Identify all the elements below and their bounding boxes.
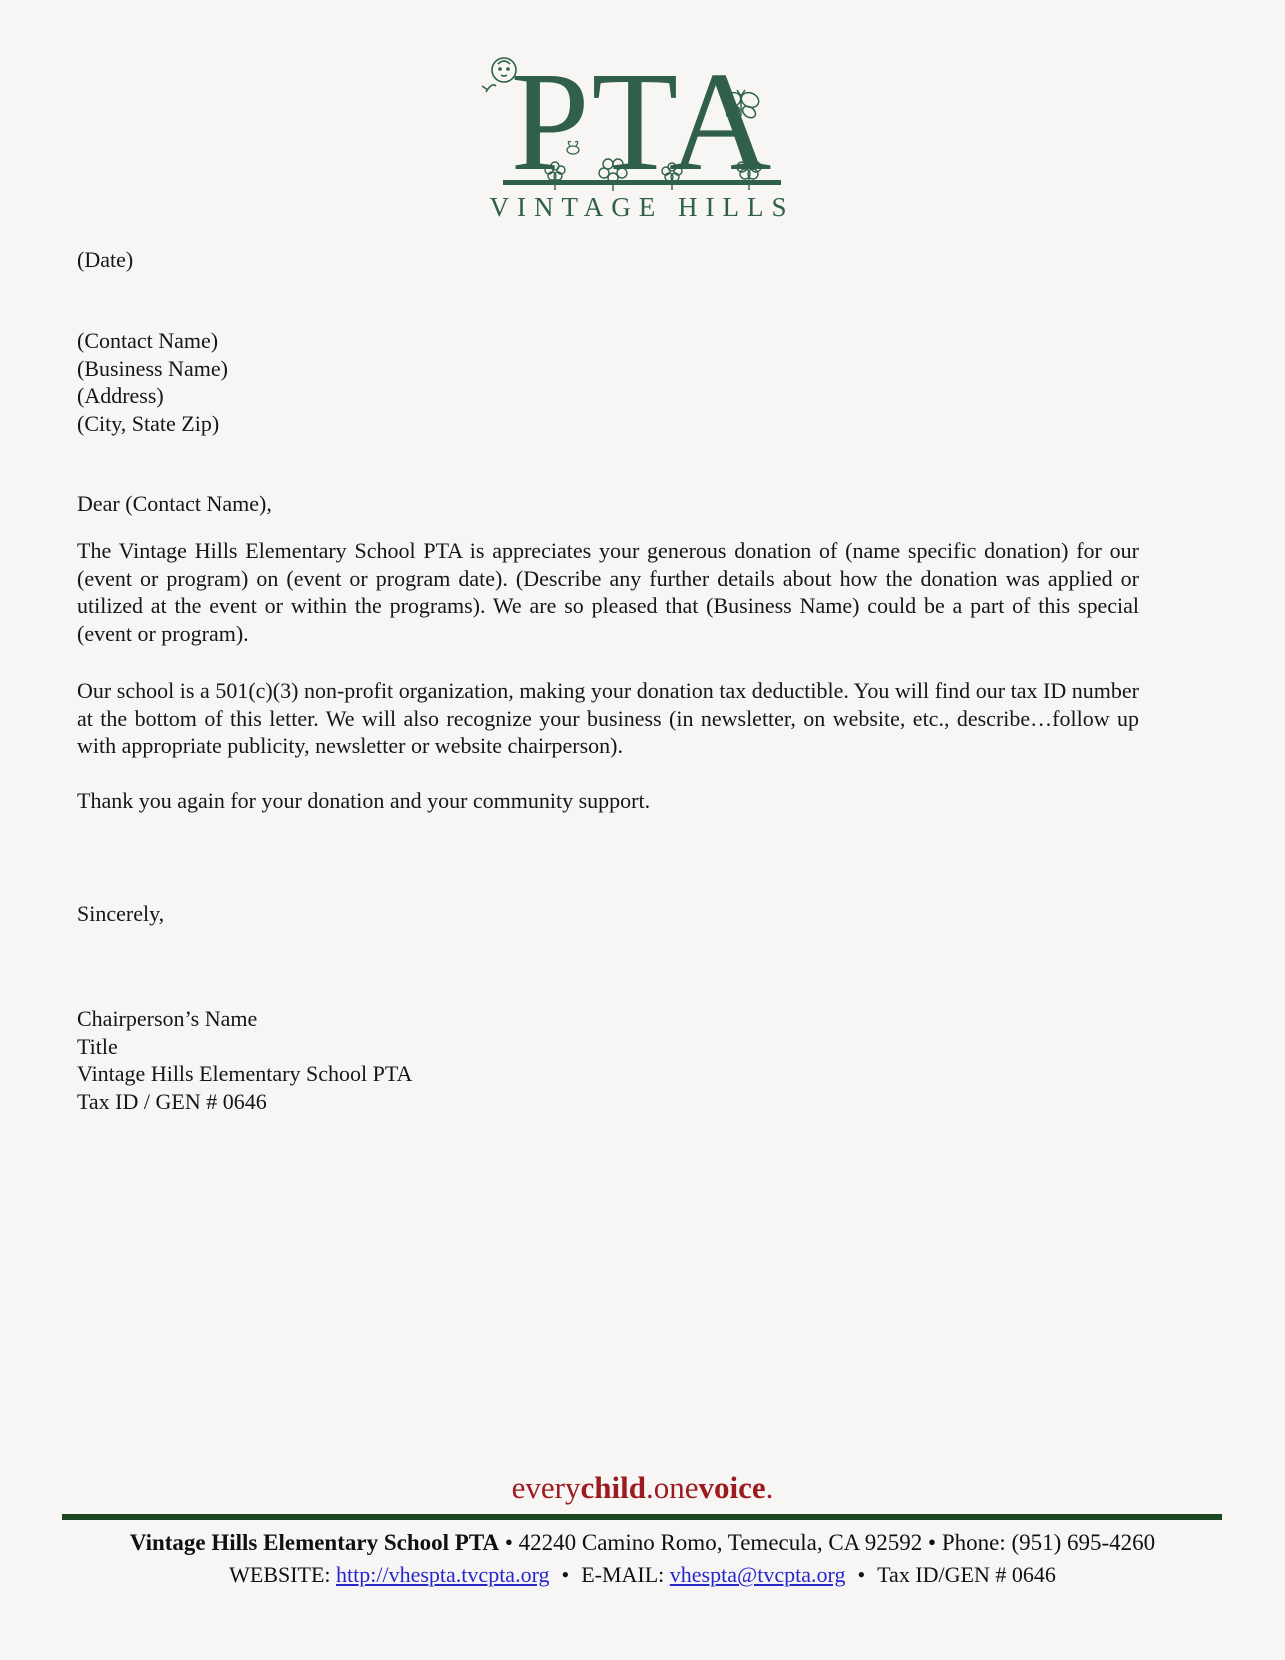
paragraph-thank-you: Thank you again for your donation and your community support. [77, 788, 651, 813]
bullet-separator: • [857, 1562, 866, 1587]
date-placeholder: (Date) [77, 247, 134, 272]
bee-icon [562, 140, 584, 156]
email-label: E-MAIL: [581, 1562, 665, 1587]
child-doodle-icon [478, 54, 522, 104]
footer-tax-id: Tax ID/GEN # 0646 [877, 1562, 1056, 1587]
bullet-separator: • [561, 1562, 570, 1587]
flower-icon [540, 156, 570, 192]
tagline-dot: . [645, 1470, 654, 1505]
pta-logo [452, 42, 832, 242]
footer-links-line [0, 1562, 1285, 1588]
paragraph-tax-info: Our school is a 501(c)(3) non-profit organization, making your donation tax deductible. You will find our tax ID number at the bottom of this letter. We will also recognize your business (in newsletter, on website, etc., describe…follow up with appropriate publicity, newsletter or website chairperson). [77, 678, 1139, 758]
website-label: WEBSITE: [229, 1562, 331, 1587]
logo-school-name: VINTAGE HILLS [489, 192, 795, 222]
paragraph-donation-thanks: The Vintage Hills Elementary School PTA is appreciates your generous donation of (name specific donation) for our (event or program) on (event or program date). (Describe any further details about how the donation was applied or utilized at the event or within the programs). We are so pleased that (Business Name) could be a part of this special (event or program). [77, 538, 1139, 646]
recipient-address: (Address) [77, 383, 164, 408]
recipient-contact-name: (Contact Name) [77, 328, 219, 353]
tagline-child: child [580, 1470, 646, 1505]
recipient-city-state-zip: (City, State Zip) [77, 410, 220, 436]
pta-tagline [0, 1471, 1285, 1505]
logo-acronym: PTA [510, 42, 774, 200]
flower-icon [732, 150, 766, 192]
footer-contact-line [0, 1530, 1285, 1556]
signature-chairperson-name: Chairperson’s Name [77, 1006, 258, 1031]
tagline-every: every [511, 1470, 581, 1505]
website-link[interactable]: http://vhespta.tvcpta.org [336, 1562, 550, 1587]
tagline-one: one [653, 1470, 699, 1505]
recipient-address-block [77, 327, 1139, 437]
tagline-dot: . [765, 1470, 774, 1505]
butterfly-icon [720, 88, 762, 122]
flower-icon [658, 158, 686, 192]
signature-tax-id: Tax ID / GEN # 0646 [77, 1088, 267, 1114]
closing: Sincerely, [77, 901, 165, 926]
recipient-business-name: (Business Name) [77, 355, 228, 381]
footer-address-phone: • 42240 Camino Romo, Temecula, CA 92592 • Phone: (951) 695-4260 [499, 1530, 1156, 1555]
flower-icon [594, 152, 632, 192]
footer-green-rule [62, 1514, 1222, 1520]
signature-block [77, 1005, 1139, 1115]
salutation: Dear (Contact Name), [77, 491, 272, 516]
tagline-voice: voice [698, 1470, 766, 1505]
footer-school-name: Vintage Hills Elementary School PTA [129, 1530, 500, 1555]
email-link[interactable]: vhespta@tvcpta.org [669, 1562, 846, 1587]
signature-organization: Vintage Hills Elementary School PTA [77, 1061, 413, 1086]
signature-title: Title [77, 1033, 118, 1059]
